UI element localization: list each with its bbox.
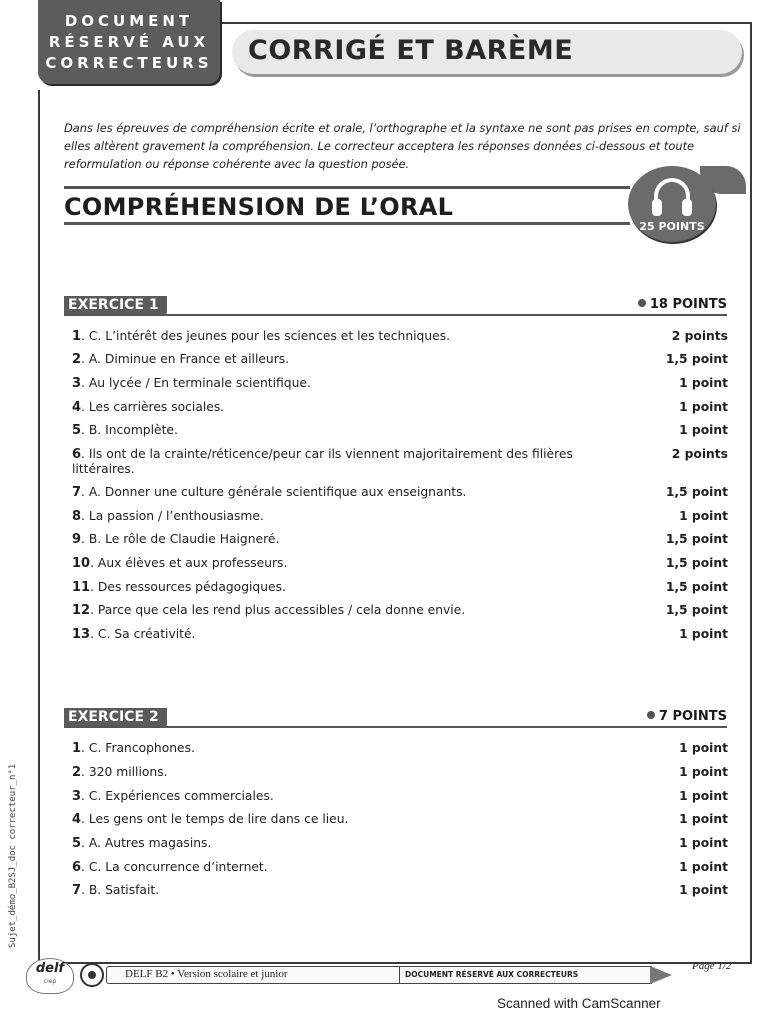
delf-logo-sub: ciep — [43, 978, 57, 985]
answer-body: . C. Sa créativité. — [90, 627, 196, 641]
answer-body: . C. Expériences commerciales. — [81, 789, 274, 803]
answer-body: . Ils ont de la crainte/réticence/peur car ils viennent majoritairement des filières littéraires. — [72, 447, 573, 476]
answer-points: 1,5 point — [665, 556, 728, 570]
answer-number: 2 — [72, 352, 82, 367]
answer-number: 4 — [72, 400, 82, 415]
answer-item — [72, 532, 728, 547]
answer-number: 6 — [72, 447, 82, 462]
answer-text — [72, 352, 289, 367]
answer-number: 2 — [72, 765, 82, 780]
answer-body: . Les carrières sociales. — [81, 400, 225, 414]
answer-item — [72, 836, 728, 851]
page-number: Page 1/2 — [692, 960, 732, 972]
answer-text — [72, 485, 466, 500]
answer-number: 12 — [72, 603, 91, 618]
answer-body: . C. L’intérêt des jeunes pour les sciences et les techniques. — [81, 329, 451, 343]
answer-points: 1 point — [679, 423, 728, 437]
scanner-watermark: Scanned with CamScanner — [497, 996, 661, 1011]
answer-points: 1,5 point — [665, 485, 728, 499]
exercise-2-label: EXERCICE 2 — [64, 708, 167, 727]
answer-body: . B. Satisfait. — [81, 883, 160, 897]
section-points-label: 25 POINTS — [639, 220, 705, 233]
answer-number: 6 — [72, 860, 82, 875]
answer-text — [72, 376, 311, 391]
answer-text — [72, 765, 168, 780]
section-title: COMPRÉHENSION DE L’ORAL — [64, 193, 454, 221]
reserved-badge — [38, 0, 220, 84]
reserved-line-3: CORRECTEURS — [45, 53, 213, 72]
answer-text — [72, 836, 211, 851]
answer-item — [72, 860, 728, 875]
reserved-line-2: RÉSERVÉ AUX — [48, 32, 210, 51]
answer-body: . C. La concurrence d’internet. — [81, 860, 268, 874]
answer-points: 2 points — [671, 329, 728, 343]
answer-text — [72, 860, 268, 875]
footer-pencil-bar — [106, 966, 652, 984]
answer-points: 1 point — [679, 627, 728, 641]
answer-item — [72, 556, 728, 571]
answer-number: 1 — [72, 741, 82, 756]
answer-points: 1 point — [679, 883, 728, 897]
answer-text — [72, 580, 286, 595]
answer-text — [72, 741, 195, 756]
answer-number: 10 — [72, 556, 91, 571]
answer-points: 1 point — [679, 812, 728, 826]
exercise-1-header — [64, 296, 727, 316]
answer-item — [72, 329, 728, 344]
delf-logo — [26, 958, 74, 994]
answer-points: 1 point — [679, 789, 728, 803]
exercise-1-points-value: 18 POINTS — [649, 297, 727, 312]
answer-item — [72, 352, 728, 367]
answer-item — [72, 883, 728, 898]
page-title: CORRIGÉ ET BARÈME — [248, 35, 574, 66]
answer-number: 1 — [72, 329, 82, 344]
answer-item — [72, 741, 728, 756]
answer-points: 1 point — [679, 741, 728, 755]
answer-number: 3 — [72, 376, 82, 391]
answer-item — [72, 603, 728, 618]
exercise-2-points-value: 7 POINTS — [658, 709, 727, 724]
answer-number: 8 — [72, 509, 82, 524]
answer-item — [72, 789, 728, 804]
answer-text — [72, 789, 274, 804]
exercise-2-rule — [64, 726, 727, 728]
answer-number: 4 — [72, 812, 82, 827]
answer-text — [72, 883, 159, 898]
answer-number: 5 — [72, 423, 82, 438]
answer-number: 11 — [72, 580, 91, 595]
answer-number: 7 — [72, 485, 82, 500]
bullet-icon — [638, 299, 646, 307]
answer-number: 9 — [72, 532, 82, 547]
section-rule-bottom — [64, 222, 630, 225]
answer-text — [72, 447, 612, 477]
answer-item — [72, 447, 728, 477]
answer-text — [72, 812, 348, 827]
answer-points: 1,5 point — [665, 532, 728, 546]
section-rule-top — [64, 186, 630, 189]
answer-item — [72, 812, 728, 827]
answer-text — [72, 400, 224, 415]
answer-text — [72, 603, 465, 618]
answer-points: 1,5 point — [665, 580, 728, 594]
answer-body: . A. Donner une culture générale scientifique aux enseignants. — [81, 485, 467, 499]
answer-item — [72, 627, 728, 642]
answer-points: 1 point — [679, 836, 728, 850]
side-file-reference: Sujet_démo_B2SJ_doc correcteur_n°1 — [8, 763, 18, 948]
delf-logo-text: delf — [35, 961, 65, 976]
answer-item — [72, 485, 728, 500]
answer-number: 3 — [72, 789, 82, 804]
answer-body: . B. Le rôle de Claudie Haigneré. — [81, 532, 280, 546]
answer-points: 1 point — [679, 376, 728, 390]
answer-points: 1 point — [679, 509, 728, 523]
pencil-tip-icon — [650, 966, 672, 984]
answer-body: . Aux élèves et aux professeurs. — [90, 556, 288, 570]
answer-body: . Au lycée / En terminale scientifique. — [81, 376, 311, 390]
answer-points: 1,5 point — [665, 603, 728, 617]
exercise-1-rule — [64, 314, 727, 316]
answer-body: . La passion / l’enthousiasme. — [81, 509, 264, 523]
answer-number: 5 — [72, 836, 82, 851]
answer-points: 1 point — [679, 765, 728, 779]
answer-item — [72, 376, 728, 391]
answer-points: 1 point — [679, 860, 728, 874]
exercise-1-label: EXERCICE 1 — [64, 296, 167, 315]
answer-points: 1,5 point — [665, 352, 728, 366]
answer-text — [72, 556, 287, 571]
answer-text — [72, 627, 195, 642]
target-icon — [80, 963, 104, 987]
answer-body: . 320 millions. — [81, 765, 168, 779]
answer-body: . B. Incomplète. — [81, 423, 178, 437]
answer-body: . A. Autres magasins. — [81, 836, 212, 850]
answer-item — [72, 765, 728, 780]
page-title-banner — [232, 30, 742, 74]
bullet-icon — [647, 711, 655, 719]
answer-text — [72, 509, 264, 524]
exercise-2-header — [64, 708, 727, 728]
answer-text — [72, 423, 178, 438]
section-points-badge — [628, 166, 716, 242]
exercise-1-points — [638, 297, 727, 312]
footer-divider — [399, 967, 400, 983]
answer-text — [72, 329, 450, 344]
footer-reserved-label: DOCUMENT RÉSERVÉ AUX CORRECTEURS — [405, 970, 579, 979]
answer-item — [72, 423, 728, 438]
answer-body: . A. Diminue en France et ailleurs. — [81, 352, 290, 366]
answer-text — [72, 532, 279, 547]
answer-points: 2 points — [671, 447, 728, 461]
answer-body: . C. Francophones. — [81, 741, 195, 755]
footer-exam-label: DELF B2 • Version scolaire et junior — [125, 968, 288, 980]
headphones-icon — [648, 172, 696, 220]
exercise-2-points — [647, 709, 727, 724]
answer-item — [72, 400, 728, 415]
answer-item — [72, 509, 728, 524]
answer-number: 7 — [72, 883, 82, 898]
reserved-line-1: DOCUMENT — [64, 11, 194, 30]
answer-body: . Parce que cela les rend plus accessibles / cela donne envie. — [90, 603, 466, 617]
answer-item — [72, 580, 728, 595]
answer-body: . Des ressources pédagogiques. — [90, 580, 286, 594]
intro-paragraph: Dans les épreuves de compréhension écrite et orale, l’orthographe et la syntaxe ne sont pas prises en compte, sauf si elles altèrent gravement la compréhension. Le correcteur acceptera les réponses données ci-dessous et toute reformulation ou réponse cohérente avec la question posée. — [64, 121, 741, 172]
answer-body: . Les gens ont le temps de lire dans ce lieu. — [81, 812, 349, 826]
answer-points: 1 point — [679, 400, 728, 414]
answer-number: 13 — [72, 627, 91, 642]
